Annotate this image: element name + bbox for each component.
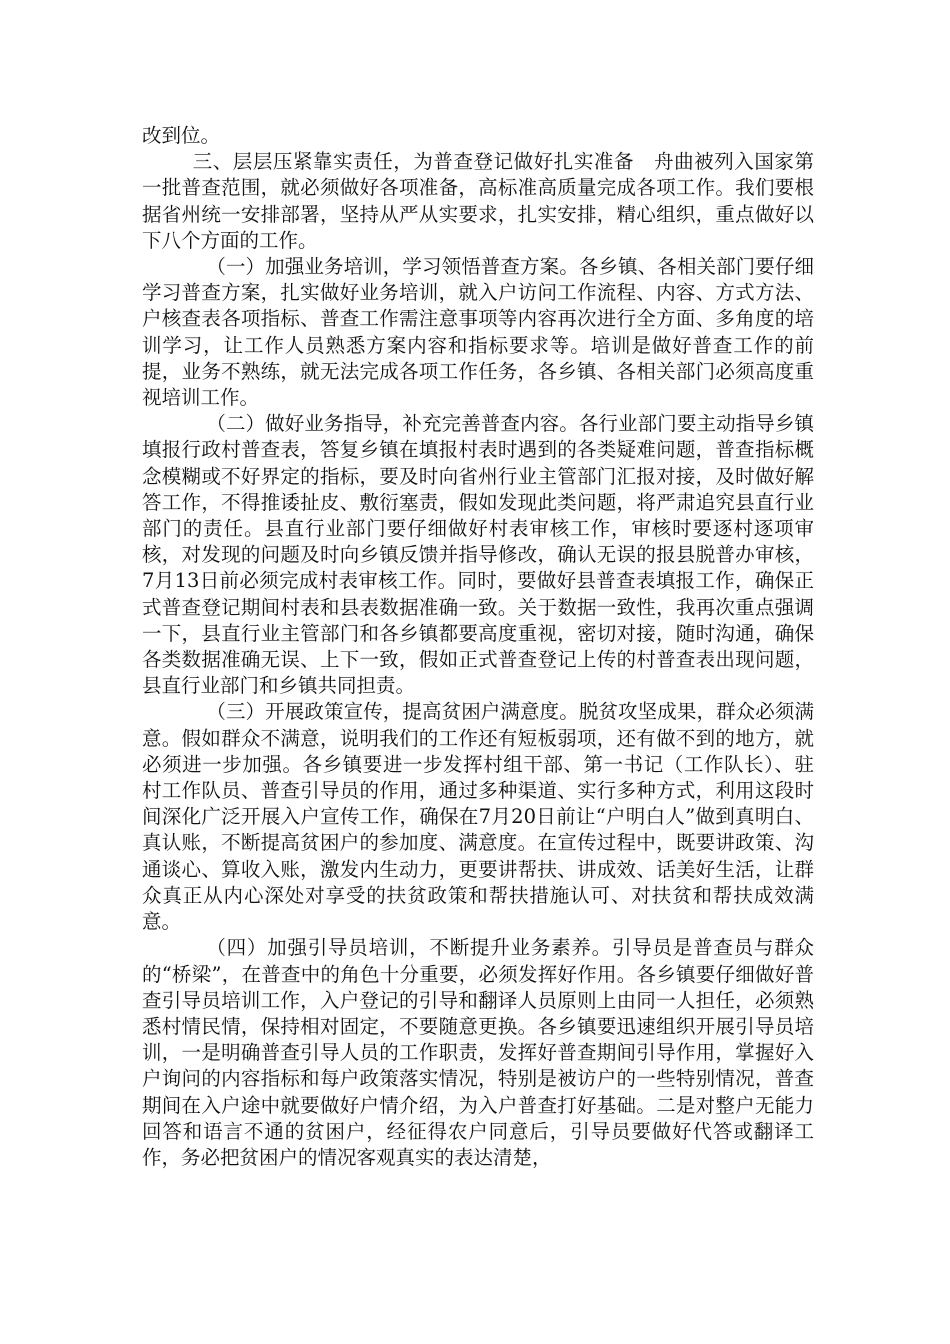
document-body (142, 123, 814, 1171)
paragraph-continuation: 改到位。 (142, 124, 221, 147)
paragraph-section-three: 三、层层压紧靠实责任，为普查登记做好扎实准备 舟曲被列入国家第一批普查范围，就必须做好各项准备，高标准高质量完成各项工作。我们要根据省州统一安排部署，坚持从严从实要求，扎实安排，精心组织，重点做好以下八个方面的工作。 (142, 150, 814, 252)
paragraph-item-one: （一）加强业务培训，学习领悟普查方案。各乡镇、各相关部门要仔细学习普查方案，扎实做好业务培训，就入户访问工作流程、内容、方式方法、户核查表各项指标、普查工作需注意事项等内容再次进行全方面、多角度的培训学习，让工作人员熟悉方案内容和指标要求等。培训是做好普查工作的前提，业务不熟练，就无法完成各项工作任务，各乡镇、各相关部门必须高度重视培训工作。 (142, 255, 814, 410)
paragraph-item-four: （四）加强引导员培训，不断提升业务素养。引导员是普查员与群众的“桥梁”，在普查中的角色十分重要，必须发挥好作用。各乡镇要仔细做好普查引导员培训工作，入户登记的引导和翻译人员原则上由同一人担任，必须熟悉村情民情，保持相对固定，不要随意更换。各乡镇要迅速组织开展引导员培训，一是明确普查引导人员的工作职责，发挥好普查期间引导作用，掌握好入户询问的内容指标和每户政策落实情况，特别是被访户的一些特别情况，普查期间在入户途中就要做好户情介绍，为入户普查打好基础。二是对整户无能力回答和语言不通的贫困户，经征得农户同意后，引导员要做好代答或翻译工作，务必把贫困户的情况客观真实的表达清楚， (142, 936, 814, 1169)
paragraph-item-three: （三）开展政策宣传，提高贫困户满意度。脱贫攻坚成果，群众必须满意。假如群众不满意，说明我们的工作还有短板弱项，还有做不到的地方，就必须进一步加强。各乡镇要进一步发挥村组干部、第一书记（工作队长）、驻村工作队员、普查引导员的作用，通过多种渠道、实行多种方式，利用这段时间深化广泛开展入户宣传工作，确保在7月20日前让“户明白人”做到真明白、真认账，不断提高贫困户的参加度、满意度。在宣传过程中，既要讲政策、沟通谈心、算收入账，激发内生动力，更要讲帮扶、讲成效、话美好生活，让群众真正从内心深处对享受的扶贫政策和帮扶措施认可、对扶贫和帮扶成效满意。 (142, 700, 814, 934)
paragraph-item-two: （二）做好业务指导，补充完善普查内容。各行业部门要主动指导乡镇填报行政村普查表，答复乡镇在填报村表时遇到的各类疑难问题，普查指标概念模糊或不好界定的指标，要及时向省州行业主管部门汇报对接，及时做好解答工作，不得推诿扯皮、敷衍塞责，假如发现此类问题，将严肃追究县直行业部门的责任。县直行业部门要仔细做好村表审核工作，审核时要逐村逐项审核，对发现的问题及时向乡镇反馈并指导修改，确认无误的报县脱普办审核，7月13日前必须完成村表审核工作。同时，要做好县普查表填报工作，确保正式普查登记期间村表和县表数据准确一致。关于数据一致性，我再次重点强调一下，县直行业主管部门和各乡镇都要高度重视，密切对接，随时沟通，确保各类数据准确无误、上下一致，假如正式普查登记上传的村普查表出现问题，县直行业部门和乡镇共同担责。 (142, 412, 814, 698)
